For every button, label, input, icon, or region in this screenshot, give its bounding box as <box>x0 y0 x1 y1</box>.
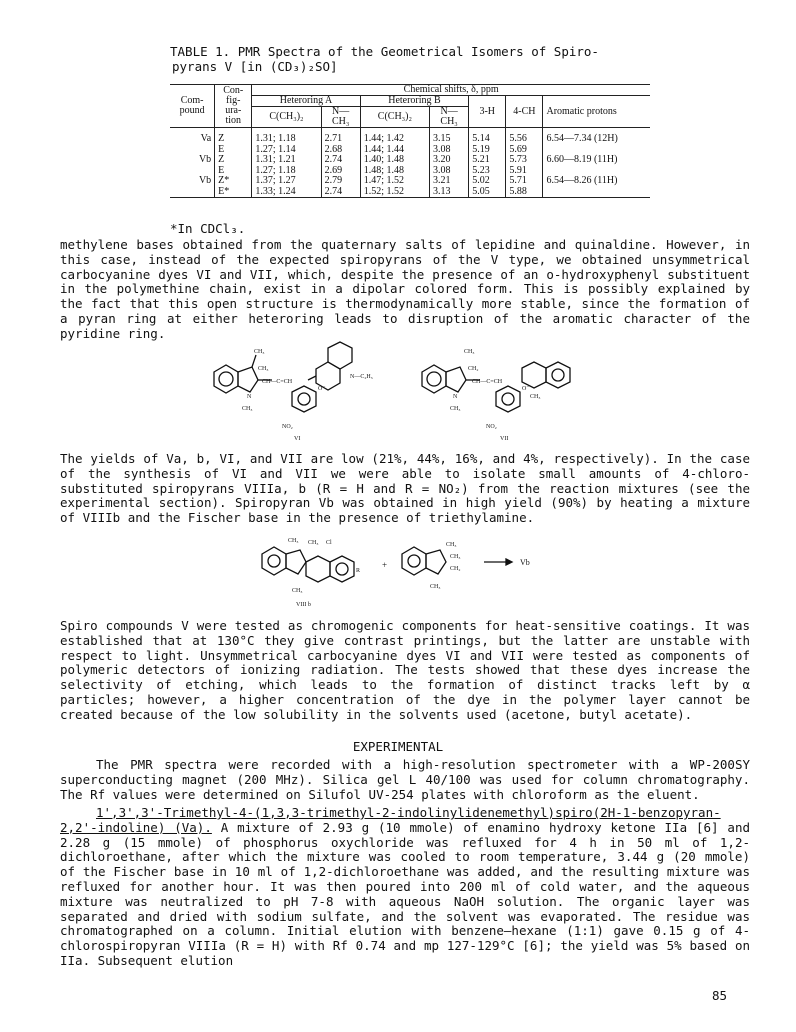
cell: E <box>215 145 252 156</box>
cell: 2.74 <box>321 155 360 166</box>
cell: 2.69 <box>321 166 360 177</box>
compound-label-vii: VII <box>500 436 509 442</box>
table-row <box>170 187 650 198</box>
section-heading: EXPERIMENTAL <box>352 739 444 754</box>
cell: 1.27; 1.14 <box>252 145 321 156</box>
col-b-nch3: N—CH₃ <box>430 107 469 128</box>
paragraph: The yields of Va, b, VI, and VII are low (21%, 44%, 16%, and 4%, respectively). In the case of the synthesis of VI and VII we were able to isolate small amounts of 4-chloro-substituted spiropyrans VIIIa, b (R = H and R = NO₂) from the reaction mixtures (see the experimental section). Spiropyran Vb was obtained in high yield (90%) by heating a mixture of VIIIb and the Fischer base in the presence of triethylamine. <box>60 451 750 526</box>
cell: 3.21 <box>430 176 469 187</box>
structure-vi-vii <box>200 340 600 445</box>
cell: 5.23 <box>469 166 506 177</box>
cell: 3.15 <box>430 128 469 145</box>
cell: 6.54—8.26 (11H) <box>543 176 650 187</box>
oxide-label: O⁻ <box>522 386 530 392</box>
structure-viiib-reaction <box>250 532 570 614</box>
nitro-label: NO₂ <box>282 424 293 430</box>
cell: 3.08 <box>430 145 469 156</box>
cell: 5.02 <box>469 176 506 187</box>
methyl-label: CH₃ <box>292 588 303 594</box>
methyl-label: CH₃ <box>242 406 253 412</box>
col-b-cch3: C(CH₃)₂ <box>360 107 429 128</box>
cell: 6.54—7.34 (12H) <box>543 128 650 145</box>
cell: 5.73 <box>506 155 543 166</box>
cell: 5.56 <box>506 128 543 145</box>
methyl-label: CH₃ <box>450 554 461 560</box>
nitro-label: NO₂ <box>486 424 497 430</box>
fischer-base-structure <box>402 542 460 590</box>
paragraph <box>60 806 750 969</box>
cell: Z <box>215 128 252 145</box>
methyl-label: CH₃ <box>430 584 441 590</box>
cell: Vb <box>198 175 212 187</box>
chlorine-label: Cl <box>326 540 332 546</box>
structure-vi <box>214 342 373 442</box>
compound-label-viiib: VIII b <box>296 602 311 608</box>
cell: 1.33; 1.24 <box>252 187 321 198</box>
methyl-label: CH₃ <box>254 349 265 355</box>
chain-label: CH—C=CH <box>472 379 503 385</box>
methyl-label: CH₃ <box>446 542 457 548</box>
cell: 6.60—8.19 (11H) <box>543 155 650 166</box>
col-chemical-shifts: Chemical shifts, δ, ppm <box>252 85 650 96</box>
r-substituent-label: R <box>356 568 361 574</box>
cell: 2.68 <box>321 145 360 156</box>
cell: 1.48; 1.48 <box>360 166 429 177</box>
n-label: N <box>247 394 252 400</box>
table-row <box>170 155 650 166</box>
oxide-label: O⁻ <box>318 386 326 392</box>
cell <box>543 187 650 198</box>
paragraph: The PMR spectra were recorded with a high-resolution spectrometer with a WP-200SY superconducting magnet (200 MHz). Silica gel L 40/100 was used for column chromatography. The Rf values were determined on Silufol UV-254 plates with chloroform as the eluent. <box>60 757 750 802</box>
paragraph-body: A mixture of 2.93 g (10 mmole) of enamino hydroxy ketone IIa [6] and 2.28 g (15 mmole) of phosphorus oxychloride was refluxed for 4 h in 50 ml of 1,2-dichloroethane, after which the mixture was cooled to room temperature, 3.44 g (20 mmole) of the Fischer base in 10 ml of 1,2-dichloroethane was added, and the resulting mixture was refluxed for another hour. It was then poured into 200 ml of cold water, and the aqueous mixture was neutralized to pH 7-8 with aqueous NaOH solution. The organic layer was separated and dried with sodium sulfate, and the solvent was evaporated. The residue was chromatographed on a column. Initial elution with benzene—hexane (1:1) gave 0.15 g of 4-chlorospiropyran VIIIa (R = H) with Rf 0.74 and mp 127-129°C [6]; the yield was 5% based on IIa. Subsequent elution <box>60 819 751 968</box>
cell <box>170 187 215 198</box>
methylene-label: CH₂ <box>468 366 479 372</box>
cell: 1.27; 1.18 <box>252 166 321 177</box>
cell: 1.44; 1.44 <box>360 145 429 156</box>
methylene-label: CH₂ <box>450 566 461 572</box>
structure-vii <box>422 349 570 442</box>
cell: 5.69 <box>506 145 543 156</box>
n-ethyl-label: N—C₂H₅ <box>350 374 373 380</box>
cell: 5.14 <box>469 128 506 145</box>
cell: Va <box>200 133 212 145</box>
compound-label-vi: VI <box>294 436 301 442</box>
table-caption-line: pyrans V [in (CD₃)₂SO] <box>172 59 338 74</box>
col-a-nch3: N—CH₃ <box>321 107 360 128</box>
structure-viiib <box>262 538 360 608</box>
n-label: N <box>453 394 458 400</box>
cell: 5.71 <box>506 176 543 187</box>
table-row <box>170 128 650 145</box>
cell: 5.19 <box>469 145 506 156</box>
paragraph: methylene bases obtained from the quaternary salts of lepidine and quinaldine. However, in this case, instead of the expected spiropyrans of the V type, we obtained unsymmetrical carbocyanine dyes VI and VII, which, despite the presence of an o-hydroxyphenyl substituent in the polymethine chain, exist in a dipolar colored form. This is possibly explained by the fact that this open structure is thermodynamically more stable, since the formation of a pyran ring at either heteroring leads to disruption of the aromatic character of the pyridine ring. <box>60 237 750 341</box>
col-compound: Com-pound <box>170 85 215 128</box>
page-number: 85 <box>712 988 728 1003</box>
cell: 5.05 <box>469 187 506 198</box>
pmr-table <box>170 84 650 198</box>
col-heteroring-a: Heteroring A <box>252 96 360 107</box>
col-heteroring-b: Heteroring B <box>360 96 468 107</box>
cell: 3.13 <box>430 187 469 198</box>
col-configuration: Con-fig-ura-tion <box>215 85 252 128</box>
cell: 1.37; 1.27 <box>252 176 321 187</box>
methyl-label: CH₃ <box>464 349 475 355</box>
cell: 5.21 <box>469 155 506 166</box>
cell: 1.52; 1.52 <box>360 187 429 198</box>
cell: 2.79 <box>321 176 360 187</box>
col-aromatic: Aromatic protons <box>543 96 650 128</box>
methyl-label: CH₃ <box>530 394 541 400</box>
methyl-label: CH₃ <box>288 538 299 544</box>
cell: Z <box>215 155 252 166</box>
paragraph: Spiro compounds V were tested as chromogenic components for heat-sensitive coatings. It was established that at 130°C they give contrast printings, but the latter are unstable with respect to light. Unsymmetrical carbocyanine dyes VI and VII were tested as components of polymeric detectors of ionizing radiation. The tests showed that these dyes increase the selectivity of etching, which leads to the formation of distinct tracks left by α particles; however, a higher concentration of the dye in the polymer layer cannot be created because of the low solubility in the solvents used (acetone, butyl acetate). <box>60 618 750 722</box>
cell: 3.08 <box>430 166 469 177</box>
col-a-cch3: C(CH₃)₂ <box>252 107 321 128</box>
cell: 1.31; 1.18 <box>252 128 321 145</box>
product-label: Vb <box>520 558 530 567</box>
col-4ch: 4-CH <box>506 96 543 128</box>
cell: E <box>215 166 252 177</box>
cell: 2.71 <box>321 128 360 145</box>
arrow-head <box>506 559 512 565</box>
methyl-label: CH₃ <box>308 540 319 546</box>
cell: 5.91 <box>506 166 543 177</box>
table-caption-line: TABLE 1. PMR Spectra of the Geometrical Isomers of Spiro- <box>170 44 599 59</box>
cell: 1.31; 1.21 <box>252 155 321 166</box>
table-caption <box>170 44 630 74</box>
cell: 5.88 <box>506 187 543 198</box>
cell: 1.44; 1.42 <box>360 128 429 145</box>
methyl-label: CH₃ <box>450 406 461 412</box>
cell: 1.47; 1.52 <box>360 176 429 187</box>
cell: 3.20 <box>430 155 469 166</box>
cell: 2.74 <box>321 187 360 198</box>
compound-title: 1',3',3'-Trimethyl-4-(1,3,3-trimethyl-2-indolinylidenemethyl)spiro(2H-1-benzopyran-2,2'-indoline) (Va). <box>60 805 721 835</box>
cell: 1.40; 1.48 <box>360 155 429 166</box>
cell: Z* <box>215 176 252 187</box>
table-row <box>170 176 650 187</box>
cell: Vb <box>198 154 212 166</box>
cell: E* <box>215 187 252 198</box>
methyl-label: CH₃ <box>258 366 269 372</box>
table-footnote: *In CDCl₃. <box>170 221 246 236</box>
plus-sign: + <box>382 560 388 570</box>
col-3h: 3-H <box>469 96 506 128</box>
chain-label: CH—C=CH <box>262 379 293 385</box>
